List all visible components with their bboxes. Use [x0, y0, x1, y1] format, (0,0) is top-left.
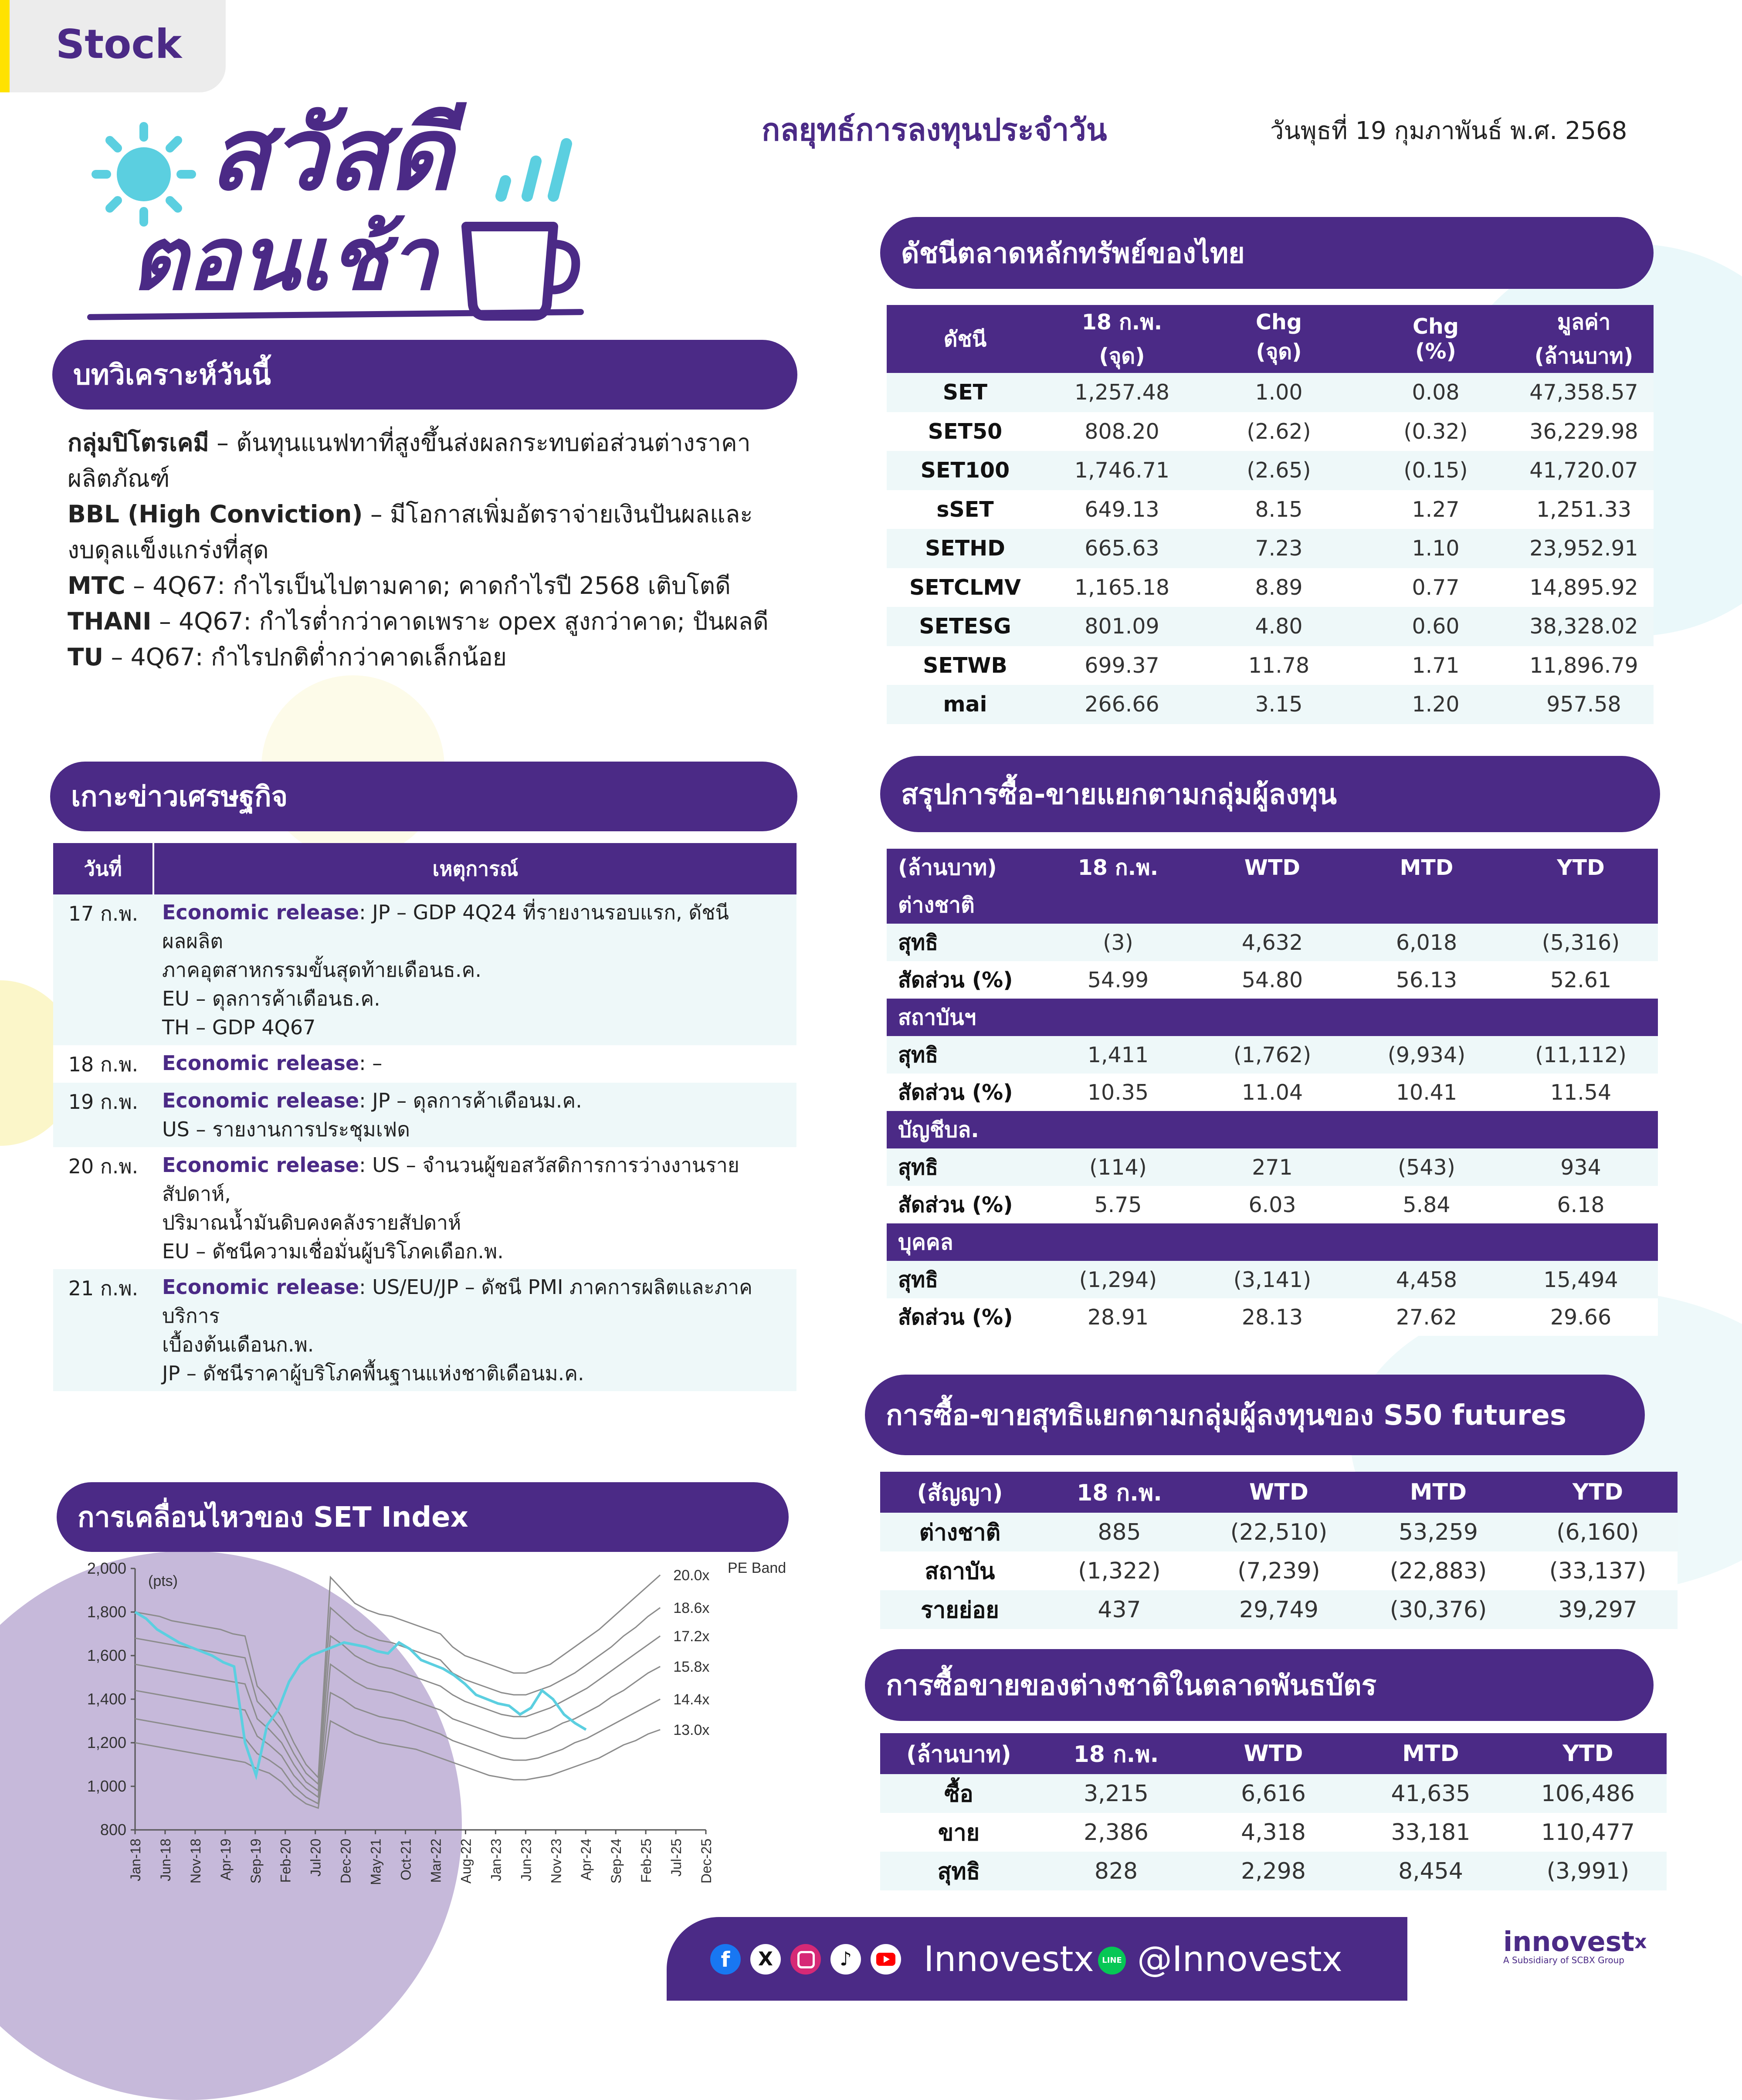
analysis-item	[68, 568, 791, 603]
investor-row-label: สุทธิ	[898, 930, 939, 955]
index-col-value: มูลค่า (ล้านบาท)	[1514, 305, 1654, 373]
stock-tag-label: Stock	[56, 21, 182, 68]
econ-header	[50, 762, 797, 831]
pe-band-line	[135, 1636, 660, 1791]
futures-row-label: สถาบัน	[925, 1558, 995, 1585]
index-row	[887, 490, 1654, 529]
bond-title: การซื้อขายของต่างชาติในตลาดพันธบัตร	[886, 1669, 1377, 1702]
futures-col-unit: (สัญญา)	[880, 1472, 1040, 1513]
econ-row-line: : –	[359, 1051, 383, 1075]
index-title: ดัชนีตลาดหลักทรัพย์ของไทย	[901, 237, 1245, 270]
index-value: 11,896.79	[1529, 653, 1638, 678]
econ-row-date: 19 ก.พ.	[68, 1090, 139, 1114]
index-value: 7.23	[1255, 536, 1303, 561]
innovestx-logo	[1503, 1926, 1695, 1987]
greeting-line1: สวัสดี	[209, 96, 453, 213]
index-row	[887, 685, 1654, 724]
econ-col-event: เหตุการณ์	[153, 843, 796, 894]
futures-value: 885	[1098, 1519, 1141, 1545]
bond-value: 3,215	[1084, 1780, 1149, 1807]
analysis-item-text: – 4Q67: กำไรปกติต่ำกว่าคาดเล็กน้อย	[103, 643, 507, 671]
econ-row	[53, 1083, 796, 1147]
index-value: 1,257.48	[1074, 380, 1170, 405]
investor-row-label: สุทธิ	[898, 1043, 939, 1067]
y-axis-label: (pts)	[148, 1573, 178, 1589]
investor-value: (5,316)	[1542, 930, 1620, 955]
futures-row	[880, 1590, 1678, 1629]
index-value: 1.71	[1412, 653, 1460, 678]
investor-value: (1,762)	[1233, 1042, 1312, 1067]
index-name: SET	[942, 380, 988, 405]
index-name: SET50	[928, 419, 1003, 444]
pe-band-line	[135, 1721, 660, 1808]
investor-value: 54.80	[1241, 967, 1303, 992]
econ-row-label: Economic release	[162, 1275, 359, 1299]
futures-value: 437	[1098, 1596, 1141, 1623]
x-tick-label: Sep-19	[247, 1839, 264, 1884]
greeting-line2: ตอนเช้า	[131, 208, 437, 310]
investor-value: 6.18	[1557, 1192, 1605, 1217]
investor-header	[880, 756, 1660, 832]
futures-value: 29,749	[1239, 1596, 1318, 1623]
tiktok-icon[interactable]: ♪	[830, 1944, 861, 1975]
x-tick-label: Aug-22	[458, 1839, 474, 1884]
investor-row	[887, 1298, 1658, 1336]
index-value: 699.37	[1085, 653, 1159, 678]
x-tick-label: Feb-25	[638, 1839, 654, 1883]
analysis-item-text: – มีโอกาสเพิ่มอัตราจ่ายเงินปันผลและงบดุลแข็งแกร่งที่สุด	[68, 500, 753, 564]
investor-col-wtd: WTD	[1195, 849, 1349, 886]
greeting-logo	[83, 96, 606, 331]
index-value: 1,746.71	[1074, 458, 1170, 483]
investor-row-label: สุทธิ	[898, 1155, 939, 1180]
econ-row-line: : US – จำนวนผู้ขอสวัสดิการการว่างงานรายสัปดาห์,	[162, 1153, 739, 1206]
investor-group-row	[887, 999, 1658, 1036]
investor-group-name: บุคคล	[887, 1223, 1658, 1261]
futures-table	[880, 1472, 1678, 1629]
y-tick-label: 1,800	[87, 1603, 126, 1621]
index-value: 1.00	[1255, 380, 1303, 405]
y-tick-label: 1,400	[87, 1690, 126, 1708]
bond-row-label: ซื้อ	[944, 1781, 973, 1807]
investor-row	[887, 1261, 1658, 1298]
bond-value: 41,635	[1391, 1780, 1471, 1807]
x-tick-label: Mar-22	[428, 1839, 444, 1883]
econ-row-line: : JP – ดุลการค้าเดือนม.ค.	[359, 1089, 582, 1112]
y-tick-label: 2,000	[87, 1560, 126, 1577]
investor-group-name: สถาบันฯ	[887, 999, 1658, 1036]
index-value: 8.15	[1255, 497, 1303, 522]
analysis-item-text: – 4Q67: กำไรเป็นไปตามคาด; คาดกำไรปี 2568 เติบโตดี	[125, 572, 731, 600]
investor-value: 11.04	[1241, 1080, 1303, 1105]
futures-value: (1,322)	[1078, 1558, 1161, 1584]
y-tick-label: 800	[100, 1821, 126, 1839]
index-value: 0.77	[1412, 575, 1460, 600]
econ-row	[53, 1045, 796, 1083]
bond-value: 33,181	[1391, 1819, 1471, 1846]
investor-col-mtd: MTD	[1349, 849, 1504, 886]
investor-row	[887, 1148, 1658, 1186]
analysis-item-bold: BBL (High Conviction)	[68, 500, 363, 528]
investor-value: (3)	[1103, 930, 1133, 955]
investor-col-day: 18 ก.พ.	[1041, 849, 1195, 886]
index-value: 0.60	[1412, 614, 1460, 639]
analysis-item	[68, 496, 791, 568]
econ-row-date: 21 ก.พ.	[68, 1277, 139, 1300]
x-tick-label: Apr-19	[217, 1839, 234, 1881]
bond-row	[880, 1774, 1667, 1813]
econ-row-line: JP – ดัชนีราคาผู้บริโภคพื้นฐานแห่งชาติเดือนม.ค.	[162, 1362, 584, 1385]
investor-value: (543)	[1398, 1155, 1455, 1180]
analysis-item	[68, 425, 791, 496]
stock-tag	[0, 0, 226, 92]
pe-band-label: 14.4x	[673, 1691, 710, 1708]
futures-value: 53,259	[1399, 1519, 1478, 1545]
analysis-item-bold: MTC	[68, 572, 125, 600]
pe-band-legend-title: PE Band	[728, 1560, 786, 1576]
investor-value: (9,934)	[1387, 1042, 1466, 1067]
x-tick-label: Jul-20	[308, 1839, 324, 1877]
y-tick-label: 1,000	[87, 1777, 126, 1795]
investor-value: 28.91	[1087, 1304, 1149, 1330]
x-tick-label: Apr-24	[578, 1839, 594, 1881]
analysis-item-bold: กลุ่มปิโตรเคมี	[68, 429, 209, 457]
analysis-header	[52, 340, 797, 410]
investor-value: 10.41	[1396, 1080, 1457, 1105]
futures-header	[865, 1375, 1645, 1455]
futures-row-label: รายย่อย	[921, 1597, 999, 1623]
futures-value: (22,510)	[1230, 1519, 1328, 1545]
set-index-line	[135, 1612, 586, 1775]
futures-value: (7,239)	[1237, 1558, 1320, 1584]
index-value: 808.20	[1085, 419, 1159, 444]
futures-col-day: 18 ก.พ.	[1040, 1472, 1199, 1513]
investor-title: สรุปการซื้อ-ขายแยกตามกลุ่มผู้ลงทุน	[901, 778, 1337, 811]
investor-value: 29.66	[1550, 1304, 1612, 1330]
econ-table	[53, 843, 796, 1391]
econ-row-date: 17 ก.พ.	[68, 902, 139, 925]
futures-row-label: ต่างชาติ	[919, 1520, 1001, 1546]
index-value: 801.09	[1085, 614, 1159, 639]
y-tick-label: 1,600	[87, 1646, 126, 1664]
econ-row-line: : JP – GDP 4Q24 ที่รายงานรอบแรก, ดัชนีผลผลิต	[162, 901, 729, 953]
investor-group-row	[887, 1223, 1658, 1261]
econ-row-line: เบื้องต้นเดือนก.พ.	[162, 1333, 314, 1356]
index-value: 266.66	[1085, 692, 1159, 717]
futures-value: (6,160)	[1556, 1519, 1639, 1545]
index-name: SETESG	[919, 614, 1011, 639]
investor-value: 271	[1252, 1155, 1293, 1180]
analysis-item	[68, 639, 791, 675]
x-tick-label: Jan-23	[488, 1839, 504, 1881]
x-tick-label: Dec-20	[338, 1839, 354, 1884]
bond-value: 110,477	[1541, 1819, 1635, 1846]
investor-row-label: สัดส่วน (%)	[898, 968, 1013, 992]
x-tick-label: Nov-18	[187, 1839, 203, 1884]
bond-col-mtd: MTD	[1352, 1733, 1509, 1774]
y-tick-label: 1,200	[87, 1734, 126, 1751]
econ-col-date: วันที่	[53, 843, 153, 894]
pe-band-label: 13.0x	[673, 1722, 710, 1738]
index-col-name: ดัชนี	[887, 305, 1044, 373]
investor-value: 56.13	[1396, 967, 1457, 992]
index-col-chg-pct: Chg (%)	[1357, 305, 1514, 373]
bond-col-unit: (ล้านบาท)	[880, 1733, 1037, 1774]
investor-row-label: สัดส่วน (%)	[898, 1305, 1013, 1330]
econ-row-label: Economic release	[162, 1051, 359, 1075]
econ-row-line: ภาคอุตสาหกรรมขั้นสุดท้ายเดือนธ.ค.	[162, 958, 481, 982]
pe-band-line	[135, 1693, 660, 1804]
index-value: 1.10	[1412, 536, 1460, 561]
pe-band-line	[135, 1608, 660, 1784]
index-value: 3.15	[1255, 692, 1303, 717]
investor-value: (1,294)	[1079, 1267, 1157, 1292]
chart-header	[57, 1482, 789, 1552]
econ-title: เกาะข่าวเศรษฐกิจ	[71, 781, 288, 813]
bond-value: 828	[1094, 1858, 1138, 1884]
brand-sup: x	[1634, 1931, 1647, 1953]
index-value: 8.89	[1255, 575, 1303, 600]
futures-value: (22,883)	[1390, 1558, 1487, 1584]
investor-value: 1,411	[1087, 1042, 1149, 1067]
investor-value: 11.54	[1550, 1080, 1612, 1105]
econ-row-label: Economic release	[162, 1153, 359, 1177]
econ-row-label: Economic release	[162, 901, 359, 924]
index-value: 41,720.07	[1529, 458, 1638, 483]
investor-group-row	[887, 1111, 1658, 1148]
x-tick-label: Jun-18	[157, 1839, 173, 1881]
investor-row-label: สัดส่วน (%)	[898, 1080, 1013, 1105]
futures-value: (30,376)	[1390, 1596, 1487, 1623]
index-row	[887, 373, 1654, 412]
index-header	[880, 217, 1654, 289]
investor-value: 5.84	[1403, 1192, 1451, 1217]
investor-row	[887, 1074, 1658, 1111]
investor-group-name: บัญชีบล.	[887, 1111, 1658, 1148]
bond-header	[865, 1649, 1654, 1721]
report-date: วันพุธที่ 19 กุมภาพันธ์ พ.ศ. 2568	[1270, 117, 1627, 145]
investor-value: 4,458	[1396, 1267, 1457, 1292]
analysis-list	[68, 425, 791, 675]
bond-value: 2,298	[1241, 1858, 1306, 1884]
pe-band-line	[135, 1575, 660, 1778]
set-index-chart	[52, 1560, 802, 1908]
index-value: 23,952.91	[1529, 536, 1638, 561]
econ-row-line: EU – ดัชนีความเชื่อมั่นผู้บริโภคเดือก.พ.	[162, 1240, 504, 1263]
index-name: sSET	[936, 497, 994, 522]
investor-col-unit: (ล้านบาท)	[887, 849, 1041, 886]
index-name: SETHD	[925, 536, 1005, 561]
investor-group-name: ต่างชาติ	[887, 886, 1658, 924]
index-value: (0.32)	[1403, 419, 1468, 444]
investor-value: 52.61	[1550, 967, 1612, 992]
investor-value: (3,141)	[1233, 1267, 1312, 1292]
investor-row	[887, 1036, 1658, 1074]
investor-row	[887, 961, 1658, 999]
brand-name: innovest	[1503, 1926, 1635, 1958]
investor-row	[887, 1186, 1658, 1223]
footer-line-handle[interactable]: @Innovestx	[1137, 1939, 1342, 1979]
index-row	[887, 607, 1654, 646]
pe-band-label: 15.8x	[673, 1659, 710, 1675]
chart-title: การเคลื่อนไหวของ SET Index	[78, 1501, 468, 1534]
econ-row-label: Economic release	[162, 1089, 359, 1112]
index-name: SETCLMV	[909, 575, 1021, 600]
index-row	[887, 451, 1654, 490]
futures-value: (33,137)	[1549, 1558, 1647, 1584]
brand-sub: A Subsidiary of SCBX Group	[1503, 1955, 1624, 1965]
index-name: mai	[943, 692, 987, 717]
index-name: SETWB	[923, 653, 1007, 678]
bond-value: 2,386	[1084, 1819, 1149, 1846]
pe-band-label: 18.6x	[673, 1600, 710, 1616]
investor-value: 934	[1560, 1155, 1601, 1180]
bond-value: 106,486	[1541, 1780, 1635, 1807]
footer-handle[interactable]: Innovestx	[924, 1939, 1094, 1979]
econ-row-line: ปริมาณน้ำมันดิบคงคลังรายสัปดาห์	[162, 1211, 461, 1234]
econ-row	[53, 894, 796, 1045]
bond-row-label: ขาย	[938, 1820, 980, 1846]
footer-bar	[667, 1917, 1407, 2001]
facebook-icon[interactable]: f	[710, 1944, 741, 1975]
investor-value: 28.13	[1241, 1304, 1303, 1330]
index-value: 1.27	[1412, 497, 1460, 522]
investor-value: 27.62	[1396, 1304, 1457, 1330]
futures-row	[880, 1513, 1678, 1551]
index-value: 14,895.92	[1529, 575, 1638, 600]
investor-value: 6.03	[1248, 1192, 1296, 1217]
strategy-title: กลยุทธ์การลงทุนประจำวัน	[762, 112, 1107, 148]
analysis-item-bold: TU	[68, 643, 104, 671]
investor-value: (11,112)	[1535, 1042, 1627, 1067]
econ-row-line: US – รายงานการประชุมเฟด	[162, 1118, 410, 1141]
index-value: 1,251.33	[1536, 497, 1632, 522]
index-value: 1,165.18	[1074, 575, 1170, 600]
futures-title: การซื้อ-ขายสุทธิแยกตามกลุ่มผู้ลงทุนของ S50 futures	[886, 1399, 1567, 1432]
bond-row	[880, 1813, 1667, 1852]
bond-value: 6,616	[1241, 1780, 1306, 1807]
investor-value: (114)	[1089, 1155, 1147, 1180]
pe-band-line	[135, 1664, 660, 1797]
index-row	[887, 529, 1654, 568]
econ-row	[53, 1269, 796, 1391]
investor-value: 5.75	[1094, 1192, 1142, 1217]
index-value: (2.62)	[1247, 419, 1311, 444]
bond-row	[880, 1852, 1667, 1890]
investor-value: 6,018	[1396, 930, 1457, 955]
investor-value: 54.99	[1087, 967, 1149, 992]
x-tick-label: Jun-23	[518, 1839, 534, 1881]
index-col-close: 18 ก.พ. (จุด)	[1044, 305, 1200, 373]
futures-col-ytd: YTD	[1518, 1472, 1678, 1513]
bond-col-ytd: YTD	[1509, 1733, 1667, 1774]
index-col-chg: Chg (จุด)	[1200, 305, 1357, 373]
line-icon[interactable]: LINE	[1098, 1947, 1126, 1975]
index-value: 11.78	[1248, 653, 1310, 678]
econ-row	[53, 1147, 796, 1269]
analysis-item	[68, 603, 791, 639]
index-value: (2.65)	[1247, 458, 1311, 483]
x-tick-label: Dec-25	[698, 1839, 714, 1884]
index-table	[887, 305, 1654, 724]
index-name: SET100	[920, 458, 1010, 483]
pe-band-label: 17.2x	[673, 1628, 710, 1645]
index-value: 957.58	[1546, 692, 1621, 717]
econ-row-line: TH – GDP 4Q67	[162, 1016, 316, 1039]
index-value: 36,229.98	[1529, 419, 1638, 444]
bond-value: (3,991)	[1546, 1858, 1630, 1884]
bond-col-wtd: WTD	[1195, 1733, 1352, 1774]
bond-row-label: สุทธิ	[937, 1859, 980, 1885]
bond-col-day: 18 ก.พ.	[1037, 1733, 1195, 1774]
econ-row-line: EU – ดุลการค้าเดือนธ.ค.	[162, 987, 380, 1010]
bond-value: 8,454	[1398, 1858, 1463, 1884]
analysis-item-bold: THANI	[68, 607, 152, 635]
x-tick-label: Oct-21	[398, 1839, 414, 1881]
index-value: 649.13	[1085, 497, 1159, 522]
investor-row	[887, 924, 1658, 961]
index-row	[887, 412, 1654, 451]
x-tick-label: Jan-18	[128, 1839, 143, 1881]
econ-row-date: 18 ก.พ.	[68, 1053, 139, 1076]
index-value: 38,328.02	[1529, 614, 1638, 639]
bond-table	[880, 1733, 1667, 1890]
investor-group-row	[887, 886, 1658, 924]
futures-value: 39,297	[1558, 1596, 1637, 1623]
futures-col-mtd: MTD	[1359, 1472, 1518, 1513]
futures-row	[880, 1551, 1678, 1590]
pe-band-label: 20.0x	[673, 1567, 710, 1584]
investor-row-label: สุทธิ	[898, 1267, 939, 1292]
econ-row-date: 20 ก.พ.	[68, 1155, 139, 1178]
futures-col-wtd: WTD	[1199, 1472, 1359, 1513]
index-value: 47,358.57	[1529, 380, 1638, 405]
analysis-title: บทวิเคราะห์วันนี้	[73, 359, 271, 391]
econ-row-line: : US/EU/JP – ดัชนี PMI ภาคการผลิตและภาคบริการ	[162, 1275, 752, 1328]
instagram-icon[interactable]	[790, 1944, 821, 1975]
index-value: 1.20	[1412, 692, 1460, 717]
bond-value: 4,318	[1241, 1819, 1306, 1846]
index-value: 4.80	[1255, 614, 1303, 639]
investor-value: 15,494	[1543, 1267, 1618, 1292]
investor-row-label: สัดส่วน (%)	[898, 1192, 1013, 1217]
index-value: 665.63	[1085, 536, 1159, 561]
index-value: (0.15)	[1403, 458, 1468, 483]
investor-value: 4,632	[1241, 930, 1303, 955]
x-tick-label: Feb-20	[278, 1839, 294, 1883]
index-row	[887, 568, 1654, 607]
x-tick-label: Jul-25	[668, 1839, 685, 1877]
investor-col-ytd: YTD	[1504, 849, 1658, 886]
analysis-item-text: – ต้นทุนแนฟทาที่สูงขึ้นส่งผลกระทบต่อส่วนต่างราคาผลิตภัณฑ์	[68, 429, 751, 492]
steam-icon	[488, 131, 575, 205]
youtube-icon[interactable]	[871, 1944, 901, 1975]
x-tick-label: Sep-24	[608, 1839, 624, 1884]
x-tick-label: May-21	[368, 1839, 384, 1885]
x-icon[interactable]: X	[750, 1944, 781, 1975]
investor-table	[887, 849, 1658, 1336]
investor-value: 10.35	[1087, 1080, 1149, 1105]
x-tick-label: Nov-23	[548, 1839, 564, 1884]
index-row	[887, 646, 1654, 685]
analysis-item-text: – 4Q67: กำไรต่ำกว่าคาดเพราะ opex สูงกว่าคาด; ปันผลดี	[151, 607, 769, 635]
index-value: 0.08	[1412, 380, 1460, 405]
